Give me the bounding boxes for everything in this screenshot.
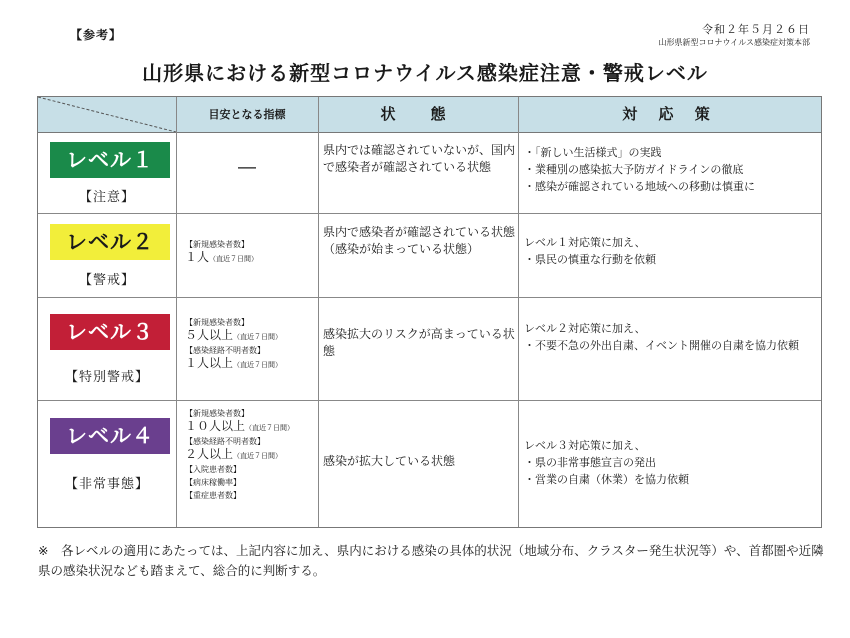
level-1-indicator: ― [238, 157, 256, 178]
level-1-response [524, 144, 820, 195]
header-response: 対 応 策 [622, 105, 718, 123]
response-line: レベル２対応策に加え、 [524, 322, 646, 335]
footnote: ※ 各レベルの適用にあたっては、上記内容に加え、県内における感染の具体的状況（地域分布、クラスター発生状況等）や、首都圏や近隣県の感染状況なども踏まえて、総合的に判断する。 [38, 543, 824, 578]
level-2-response [524, 234, 820, 268]
level-3-sublabel: 【特別警戒】 [64, 370, 149, 385]
indicator-bracket: 【重症患者数】 [185, 491, 241, 500]
table-header-row [38, 97, 821, 133]
table-row-level-3 [38, 298, 821, 400]
level-1-badge: レベル１ [50, 142, 170, 178]
level-3-badge: レベル３ [50, 314, 170, 350]
response-line: ・県民の慎重な行動を依頼 [524, 253, 656, 266]
table-row-level-4 [38, 401, 821, 527]
response-line: ・感染が確認されている地域への移動は慎重に [524, 180, 755, 193]
response-line: ・県の非常事態宣言の発出 [524, 456, 656, 469]
indicator-period: （直近７日間） [245, 424, 295, 432]
response-line: ・営業の自粛（休業）を協力依頼 [524, 473, 689, 486]
level-1-sublabel: 【注意】 [78, 190, 135, 205]
response-line: レベル３対応策に加え、 [524, 439, 646, 452]
table-row-level-2 [38, 214, 821, 297]
response-line: ・「新しい生活様式」の実践 [524, 146, 662, 159]
level-2-status: 県内で感染者が確認されている状態（感染が始まっている状態） [323, 225, 516, 256]
indicator-bracket: 【新規感染者数】 [185, 409, 249, 418]
header-status: 状 態 [380, 105, 456, 123]
indicator-bracket: 【感染経路不明者数】 [185, 437, 265, 446]
indicator-period: （直近７日間） [233, 452, 283, 460]
response-line: レベル１対応策に加え、 [524, 236, 646, 249]
table-row-level-1 [38, 133, 821, 213]
date-block [658, 22, 810, 49]
page-title: 山形県における新型コロナウイルス感染症注意・警戒レベル [142, 61, 708, 85]
level-2-badge: レベル２ [50, 224, 170, 260]
level-table [37, 96, 822, 528]
level-3-response [524, 320, 820, 354]
document-date: 令和２年５月２６日 [702, 23, 810, 36]
level-4-sublabel: 【非常事態】 [64, 477, 149, 492]
reference-label: 【参考】 [70, 28, 123, 42]
header-indicator: 目安となる指標 [208, 108, 286, 121]
indicator-bracket: 【新規感染者数】 [185, 240, 249, 249]
indicator-value: ２人以上 [185, 447, 234, 461]
indicator-bracket: 【感染経路不明者数】 [185, 346, 265, 355]
level-1-status: 県内では確認されていないが、国内で感染者が確認されている状態 [323, 143, 516, 174]
issuing-organization: 山形県新型コロナウイルス感染症対策本部 [658, 38, 810, 48]
level-4-badge: レベル４ [50, 418, 170, 454]
indicator-period: （直近７日間） [233, 333, 283, 341]
indicator-value: ５人以上 [185, 328, 234, 342]
indicator-value: １人以上 [185, 356, 234, 370]
indicator-bracket: 【病床稼働率】 [185, 478, 241, 487]
indicator-value: １０人以上 [185, 419, 246, 433]
indicator-period: （直近７日間） [233, 361, 283, 369]
response-line: ・業種別の感染拡大予防ガイドラインの徹底 [524, 163, 744, 176]
level-2-indicator [185, 238, 317, 266]
indicator-bracket: 【新規感染者数】 [185, 318, 249, 327]
level-4-response [524, 437, 820, 488]
indicator-bracket: 【入院患者数】 [185, 465, 241, 474]
level-2-sublabel: 【警戒】 [78, 273, 135, 288]
header-diagonal-line [38, 97, 176, 132]
level-3-status: 感染拡大のリスクが高まっている状態 [323, 327, 515, 358]
level-4-indicator [185, 407, 317, 502]
level-3-indicator [185, 316, 317, 372]
indicator-period: （直近７日間） [209, 255, 259, 263]
level-4-status: 感染が拡大している状態 [323, 454, 456, 468]
indicator-value: １人 [185, 250, 210, 264]
response-line: ・不要不急の外出自粛、イベント開催の自粛を協力依頼 [524, 339, 799, 352]
